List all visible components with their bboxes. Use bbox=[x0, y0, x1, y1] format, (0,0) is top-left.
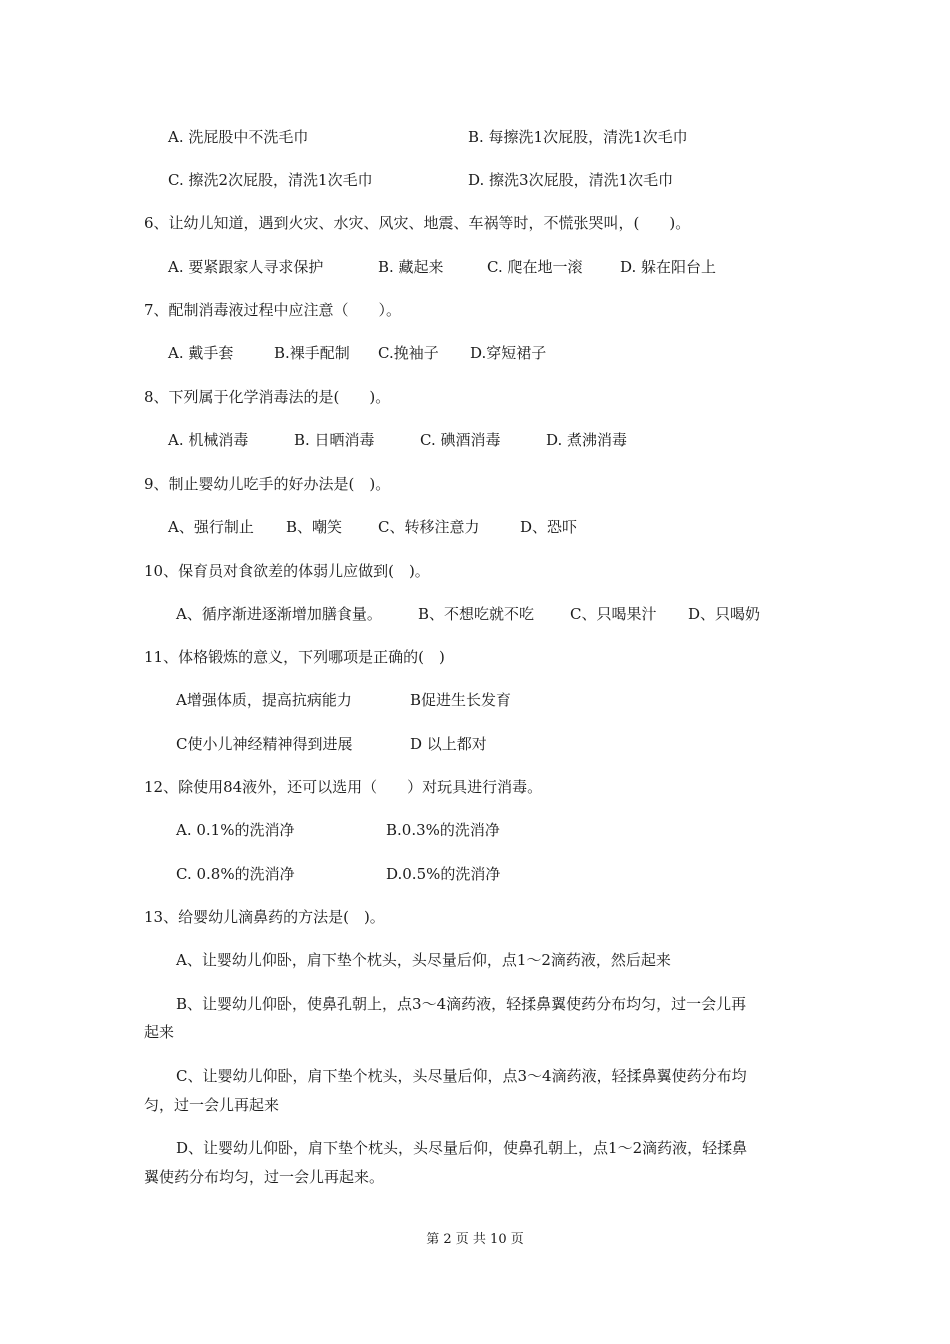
q10-option-d: D、只喝奶 bbox=[688, 605, 761, 623]
q5-option-b: B. 每擦洗1次屁股，清洗1次毛巾 bbox=[468, 128, 688, 146]
q9-stem: 9、制止婴幼儿吃手的好办法是( )。 bbox=[144, 475, 391, 493]
q6-option-d: D. 躲在阳台上 bbox=[620, 258, 717, 276]
q10-option-c: C、只喝果汁 bbox=[570, 605, 657, 623]
q10-stem: 10、保育员对食欲差的体弱儿应做到( )。 bbox=[144, 562, 430, 580]
q11-option-c: C使小儿神经精神得到进展 bbox=[176, 735, 353, 753]
q7-option-b: B.裸手配制 bbox=[274, 344, 350, 362]
q7-option-a: A. 戴手套 bbox=[168, 344, 234, 362]
q8-option-b: B. 日晒消毒 bbox=[294, 431, 375, 449]
q13-option-c-line2: 匀，过一会儿再起来 bbox=[144, 1096, 280, 1114]
q10-option-a: A、循序渐进逐渐增加膳食量。 bbox=[176, 605, 382, 623]
q6-option-b: B. 藏起来 bbox=[378, 258, 444, 276]
q11-stem: 11、体格锻炼的意义，下列哪项是正确的( ) bbox=[144, 648, 445, 666]
q13-option-b-line1: B、让婴幼儿仰卧，使鼻孔朝上，点3～4滴药液，轻揉鼻翼使药分布均匀，过一会儿再 bbox=[176, 995, 747, 1013]
q12-option-b: B.0.3%的洗消净 bbox=[386, 821, 500, 839]
q12-option-c: C. 0.8%的洗消净 bbox=[176, 865, 295, 883]
q12-stem: 12、除使用84液外，还可以选用（ ）对玩具进行消毒。 bbox=[144, 778, 543, 796]
q8-stem: 8、下列属于化学消毒法的是( )。 bbox=[144, 388, 391, 406]
q13-option-c-line1: C、让婴幼儿仰卧，肩下垫个枕头，头尽量后仰，点3～4滴药液，轻揉鼻翼使药分布均 bbox=[176, 1067, 747, 1085]
q5-option-a: A. 洗屁股中不洗毛巾 bbox=[168, 128, 309, 146]
q13-option-d-line2: 翼使药分布均匀，过一会儿再起来。 bbox=[144, 1168, 385, 1186]
q7-stem: 7、配制消毒液过程中应注意（ ）。 bbox=[144, 301, 402, 319]
q10-option-b: B、不想吃就不吃 bbox=[418, 605, 535, 623]
q9-option-b: B、嘲笑 bbox=[286, 518, 343, 536]
q11-option-d: D 以上都对 bbox=[410, 735, 487, 753]
q11-option-b: B促进生长发育 bbox=[410, 691, 512, 709]
q13-option-d-line1: D、让婴幼儿仰卧，肩下垫个枕头，头尽量后仰，使鼻孔朝上，点1～2滴药液，轻揉鼻 bbox=[176, 1139, 748, 1157]
q5-option-c: C. 擦洗2次屁股，清洗1次毛巾 bbox=[168, 171, 373, 189]
q6-option-c: C. 爬在地一滚 bbox=[487, 258, 583, 276]
q11-option-a: A增强体质，提高抗病能力 bbox=[176, 691, 352, 709]
q9-option-d: D、恐吓 bbox=[520, 518, 578, 536]
q6-stem: 6、让幼儿知道，遇到火灾、水灾、风灾、地震、车祸等时，不慌张哭叫，( )。 bbox=[144, 214, 691, 232]
q8-option-d: D. 煮沸消毒 bbox=[546, 431, 628, 449]
q5-option-d: D. 擦洗3次屁股，清洗1次毛巾 bbox=[468, 171, 674, 189]
q6-option-a: A. 要紧跟家人寻求保护 bbox=[168, 258, 324, 276]
q7-option-d: D.穿短裙子 bbox=[470, 344, 547, 362]
q8-option-c: C. 碘酒消毒 bbox=[420, 431, 501, 449]
q12-option-d: D.0.5%的洗消净 bbox=[386, 865, 501, 883]
q13-option-b-line2: 起来 bbox=[144, 1023, 175, 1041]
q13-stem: 13、给婴幼儿滴鼻药的方法是( )。 bbox=[144, 908, 385, 926]
q7-option-c: C.挽袖子 bbox=[378, 344, 439, 362]
q9-option-c: C、转移注意力 bbox=[378, 518, 480, 536]
page-footer: 第 2 页 共 10 页 bbox=[426, 1232, 524, 1247]
q8-option-a: A. 机械消毒 bbox=[168, 431, 249, 449]
q9-option-a: A、强行制止 bbox=[168, 518, 254, 536]
q13-option-a: A、让婴幼儿仰卧，肩下垫个枕头，头尽量后仰，点1～2滴药液，然后起来 bbox=[176, 951, 671, 969]
q12-option-a: A. 0.1%的洗消净 bbox=[176, 821, 295, 839]
